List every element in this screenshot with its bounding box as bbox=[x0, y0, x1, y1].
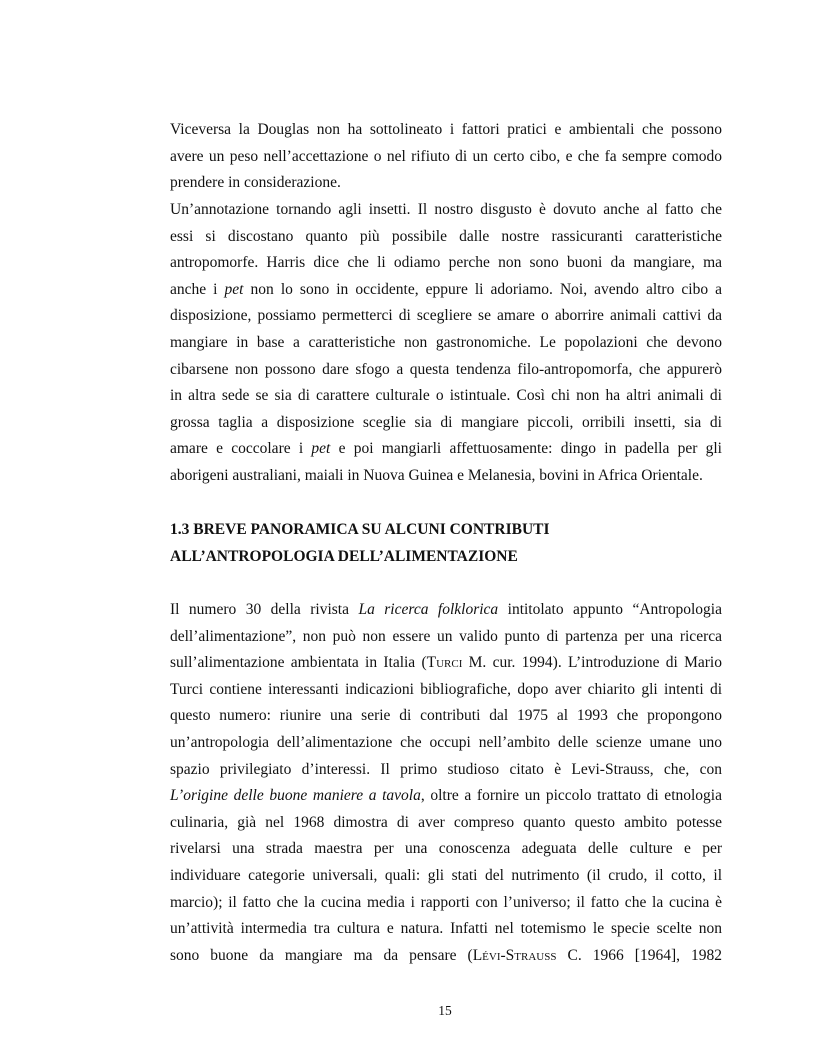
text-run: C. 1966 [1964], 1982 bbox=[556, 946, 723, 964]
heading-line: 1.3 BREVE PANORAMICA SU ALCUNI CONTRIBUTI bbox=[170, 521, 550, 538]
text-line: culinaria, già nel 1968 dimostra di aver compreso quanto questo ambito potesse bbox=[170, 813, 722, 831]
text-line: prendere in considerazione. bbox=[170, 174, 341, 192]
text-line bbox=[170, 650, 722, 677]
journal-title: La ricerca folklorica bbox=[358, 601, 499, 618]
text-run: , oltre a fornire un piccolo trattato di etnologia bbox=[420, 787, 722, 805]
text-line: mangiare in base a caratteristiche non gastronomiche. Le popolazioni che devono bbox=[170, 333, 722, 351]
text-run: M. cur. 1994). L’introduzione di Mario bbox=[462, 654, 722, 672]
text-line: dell’alimentazione”, non può non essere un valido punto di partenza per una ricerca bbox=[170, 627, 722, 645]
text-line: Viceversa la Douglas non ha sottolineato i fattori pratici e ambientali che possono bbox=[170, 121, 722, 138]
text-run: intitolato appunto “Antropologia bbox=[498, 601, 722, 618]
text-run: amare e coccolare i bbox=[170, 440, 312, 458]
italic-term-pet: pet bbox=[311, 440, 331, 458]
citation-author: Lévi-Strauss bbox=[472, 946, 557, 964]
italic-term-pet: pet bbox=[224, 280, 244, 298]
text-line: spazio privilegiato d’interessi. Il primo studioso citato è Levi-Strauss, che, con bbox=[170, 760, 722, 778]
text-line: rivelarsi una strada maestra per una conoscenza adeguata delle culture e per bbox=[170, 840, 722, 858]
text-line: marcio); il fatto che la cucina media i rapporti con l’universo; il fatto che la cucina è bbox=[170, 893, 722, 911]
text-line: un’antropologia dell’alimentazione che occupi nell’ambito delle scienze umane uno bbox=[170, 733, 722, 751]
text-line bbox=[170, 597, 722, 624]
paragraph-insects bbox=[170, 197, 722, 490]
page-number: 15 bbox=[438, 1003, 452, 1018]
heading-line: ALL’ANTROPOLOGIA DELL’ALIMENTAZIONE bbox=[170, 547, 518, 565]
citation-author: Turci bbox=[426, 654, 463, 672]
text-line: questo numero: riunire una serie di contributi dal 1975 al 1993 che propongono bbox=[170, 707, 722, 725]
text-line bbox=[170, 436, 722, 463]
text-run: sono buone da mangiare ma da pensare ( bbox=[170, 946, 473, 964]
text-line: in altra sede se sia di carattere culturale o istintuale. Così chi non ha altri animali di bbox=[170, 387, 722, 405]
text-line: avere un peso nell’accettazione o nel rifiuto di un certo cibo, e che fa sempre comodo bbox=[170, 147, 722, 165]
text-run: Il numero 30 della rivista bbox=[170, 601, 359, 618]
paragraph-ricerca-folklorica bbox=[170, 597, 722, 969]
text-line: disposizione, possiamo permetterci di scegliere se amare o aborrire animali cattivi da bbox=[170, 307, 722, 325]
text-line bbox=[170, 943, 722, 970]
book-title: L’origine delle buone maniere a tavola bbox=[170, 787, 421, 805]
text-line: grossa taglia a disposizione sceglie sia di mangiare piccoli, orribili insetti, sia di bbox=[170, 413, 722, 431]
text-line: un’attività intermedia tra cultura e natura. Infatti nel totemismo le specie scelte non bbox=[170, 920, 722, 938]
text-line bbox=[170, 783, 722, 810]
text-run: anche i bbox=[170, 280, 225, 298]
text-line bbox=[170, 277, 722, 304]
text-line: cibarsene non possono dare sfogo a questa tendenza filo-antropomorfa, che appurerò bbox=[170, 360, 722, 378]
text-run: sull’alimentazione ambientata in Italia ( bbox=[170, 654, 427, 672]
paragraph-douglas bbox=[170, 117, 722, 197]
text-line: antropomorfe. Harris dice che li odiamo perche non sono buoni da mangiare, ma bbox=[170, 254, 722, 272]
section-heading bbox=[170, 517, 722, 570]
text-run: non lo sono in occidente, eppure li adoriamo. Noi, avendo altro cibo a bbox=[243, 280, 723, 298]
text-line: Un’annotazione tornando agli insetti. Il nostro disgusto è dovuto anche al fatto che bbox=[170, 201, 722, 218]
text-run: e poi mangiarli affettuosamente: dingo in padella per gli bbox=[330, 440, 722, 458]
text-line: individuare categorie universali, quali: gli stati del nutrimento (il crudo, il cotto, il bbox=[170, 866, 722, 884]
text-line: essi si discostano quanto più possibile dalle nostre rassicuranti caratteristiche bbox=[170, 227, 722, 245]
text-line: aborigeni australiani, maiali in Nuova Guinea e Melanesia, bovini in Africa Orientale. bbox=[170, 466, 703, 484]
text-line: Turci contiene interessanti indicazioni bibliografiche, dopo aver chiarito gli intenti di bbox=[170, 680, 722, 698]
